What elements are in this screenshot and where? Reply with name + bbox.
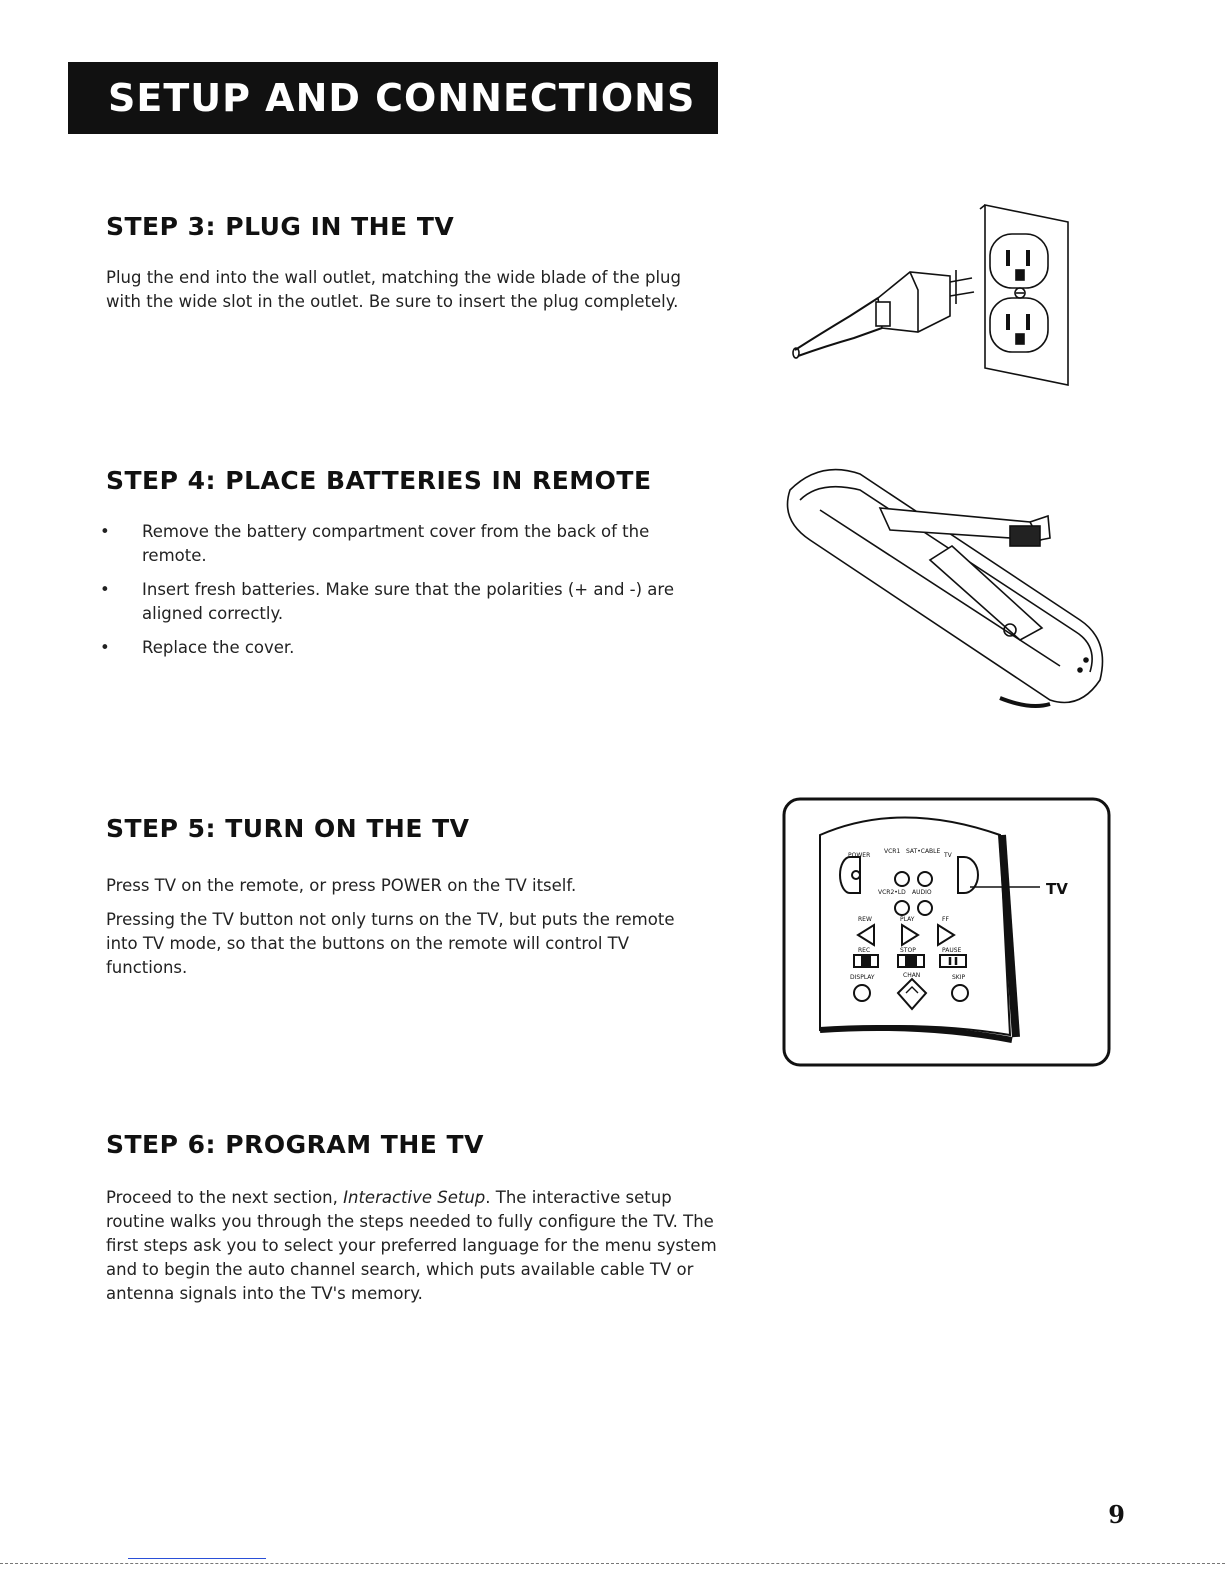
- step3-body: Plug the end into the wall outlet, matching the wide blade of the plug with the wide slot in the outlet. Be sure to insert the plug completely.: [106, 268, 681, 311]
- remote-label-play: PLAY: [900, 916, 915, 923]
- step4-bullet-list: [100, 520, 700, 670]
- step4-title: STEP 4: PLACE BATTERIES IN REMOTE: [106, 466, 652, 495]
- step5-body-1: Press TV on the remote, or press POWER on the TV itself.: [106, 876, 577, 895]
- remote-label-rew: REW: [858, 916, 872, 923]
- interactive-setup-reference: Interactive Setup: [343, 1188, 486, 1207]
- remote-label-power: POWER: [848, 852, 871, 859]
- remote-label-skip: SKIP: [952, 974, 966, 981]
- list-item: • Remove the battery compartment cover from the back of the remote.: [100, 522, 650, 565]
- page-number: 9: [1108, 1500, 1125, 1529]
- remote-label-pause: PAUSE: [942, 947, 962, 954]
- remote-label-chan: CHAN: [903, 972, 921, 979]
- step5-body-2: Pressing the TV button not only turns on the TV, but puts the remote into TV mode, so that the buttons on the remote will control TV functions.: [106, 910, 675, 977]
- section-header: [68, 62, 718, 134]
- remote-label-stop: STOP: [900, 947, 916, 954]
- remote-label-display: DISPLAY: [850, 974, 875, 981]
- remote-label-rec: REC: [858, 947, 871, 954]
- tv-button-callout-label: TV: [1046, 880, 1068, 898]
- remote-label-vcr2ld: VCR2•LD: [878, 889, 906, 896]
- section-title: SETUP AND CONNECTIONS: [108, 76, 696, 120]
- remote-battery-illustration: [780, 460, 1110, 720]
- remote-tv-button-illustration: [780, 795, 1115, 1070]
- remote-label-ff: FF: [942, 916, 949, 923]
- step3-title: STEP 3: PLUG IN THE TV: [106, 212, 455, 241]
- remote-label-audio: AUDIO: [912, 889, 932, 896]
- step6-body: Proceed to the next section, Interactive Setup. The interactive setup routine walks you through the steps needed to fully configure the TV. The first steps ask you to select your preferred language for the menu system and to begin the auto channel search, which puts available cable TV or antenna signals into the TV's memory.: [106, 1188, 717, 1303]
- footer-link-line: [128, 1558, 266, 1559]
- list-item: • Insert fresh batteries. Make sure that the polarities (+ and -) are aligned correctly.: [100, 580, 674, 623]
- step6-title: STEP 6: PROGRAM THE TV: [106, 1130, 484, 1159]
- plug-outlet-illustration: [790, 200, 1080, 390]
- footer-rule: [0, 1563, 1225, 1564]
- remote-label-vcr1: VCR1: [884, 848, 901, 855]
- remote-label-tv: TV: [944, 852, 952, 859]
- step5-title: STEP 5: TURN ON THE TV: [106, 814, 470, 843]
- list-item: • Replace the cover.: [100, 638, 295, 657]
- remote-label-satcable: SAT•CABLE: [906, 848, 941, 855]
